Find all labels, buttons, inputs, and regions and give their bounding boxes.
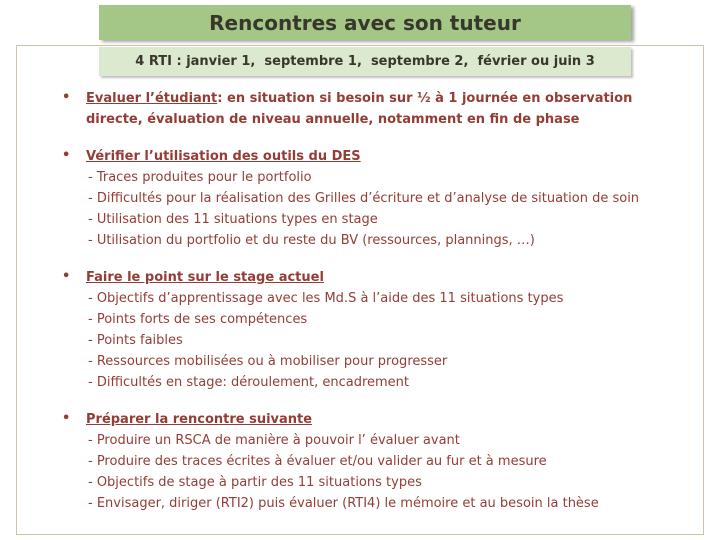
bullet-marker: • <box>62 90 71 105</box>
bullet-lead <box>62 409 690 430</box>
bullet-item <box>62 88 690 130</box>
slide-subtitle: 4 RTI : janvier 1, septembre 1, septembre 2, février ou juin 3 <box>135 54 595 69</box>
sub-item: - Ressources mobilisées ou à mobiliser pour progresser <box>88 354 448 369</box>
bullet-item <box>62 146 690 251</box>
sub-item: - Points faibles <box>88 333 183 348</box>
sub-item: - Objectifs de stage à partir des 11 situations types <box>88 475 422 490</box>
sub-item: - Objectifs d’apprentissage avec les Md.S à l’aide des 11 situations types <box>88 291 564 306</box>
bullet-text: : en situation si besoin sur ½ à 1 journée en observation directe, évaluation de niveau annuelle, notamment en fin de phase <box>86 91 633 127</box>
sub-item: - Utilisation du portfolio et du reste du BV (ressources, plannings, …) <box>88 233 535 248</box>
bullet-heading: Faire le point sur le stage actuel <box>86 270 324 285</box>
bullet-list <box>62 88 690 530</box>
sub-item: - Envisager, diriger (RTI2) puis évaluer (RTI4) le mémoire et au besoin la thèse <box>88 496 599 511</box>
bullet-lead <box>62 267 690 288</box>
bullet-lead <box>62 88 690 130</box>
slide-title: Rencontres avec son tuteur <box>209 10 521 35</box>
bullet-marker: • <box>62 148 71 163</box>
slide-subtitle-box <box>99 47 631 76</box>
bullet-marker: • <box>62 269 71 284</box>
sub-item: - Produire un RSCA de manière à pouvoir l’ évaluer avant <box>88 433 460 448</box>
sub-item: - Utilisation des 11 situations types en stage <box>88 212 378 227</box>
bullet-heading: Vérifier l’utilisation des outils du DES <box>86 149 361 164</box>
sub-item: - Points forts de ses compétences <box>88 312 308 327</box>
bullet-heading: Evaluer l’étudiant <box>86 91 218 106</box>
bullet-item <box>62 409 690 514</box>
bullet-item <box>62 267 690 393</box>
sub-item: - Difficultés pour la réalisation des Grilles d’écriture et d’analyse de situation de soin <box>88 191 640 206</box>
bullet-marker: • <box>62 411 71 426</box>
sub-item: - Difficultés en stage: déroulement, encadrement <box>88 375 410 390</box>
sub-item: - Produire des traces écrites à évaluer et/ou valider au fur et à mesure <box>88 454 547 469</box>
slide-title-box <box>99 5 631 40</box>
bullet-heading: Préparer la rencontre suivante <box>86 412 313 427</box>
sub-item: - Traces produites pour le portfolio <box>88 170 312 185</box>
bullet-lead <box>62 146 690 167</box>
